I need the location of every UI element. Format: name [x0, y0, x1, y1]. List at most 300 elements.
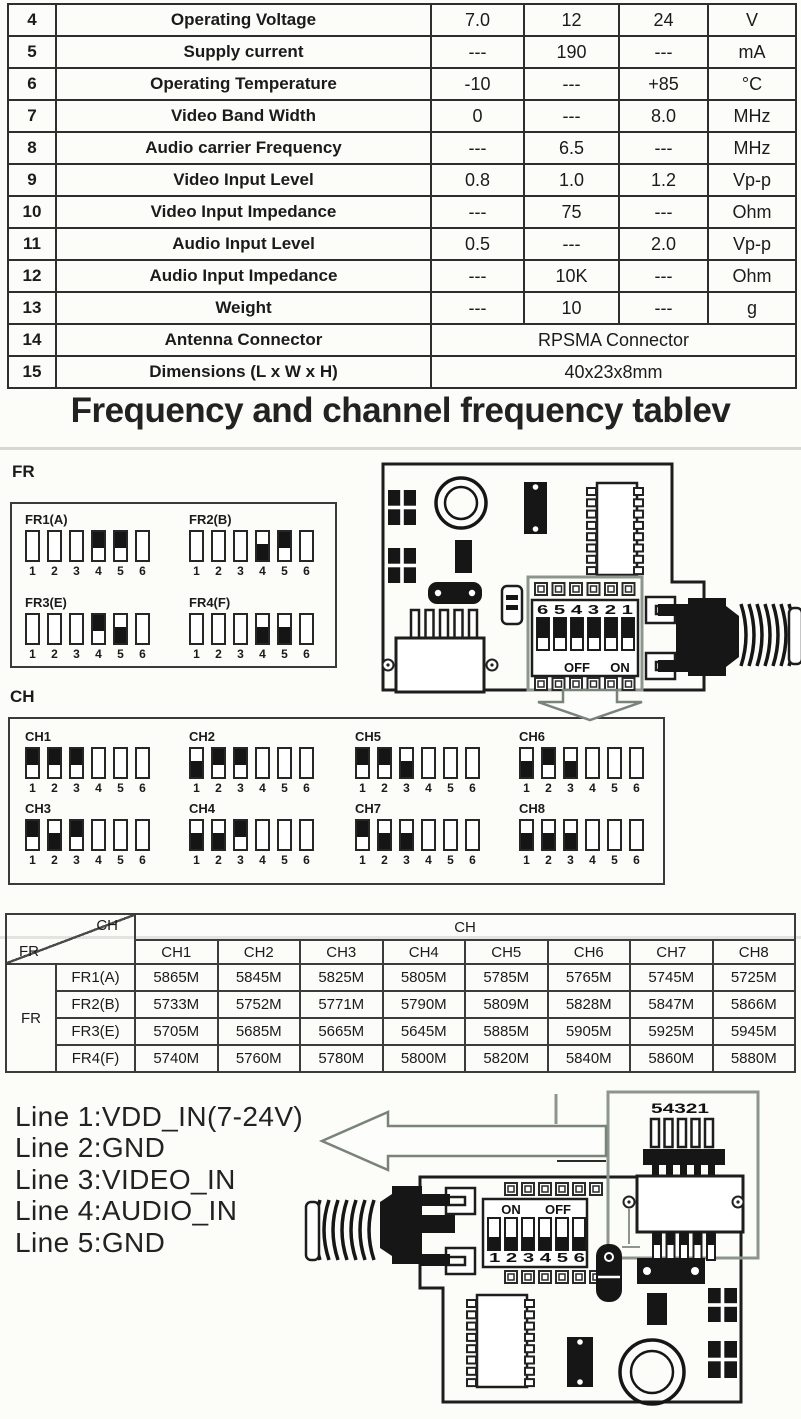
- header-bar-pin: [666, 1165, 673, 1175]
- spec-value: 7.0: [431, 4, 524, 36]
- switch-number: 5: [611, 781, 618, 795]
- connector-pin-tip: [707, 1232, 715, 1245]
- spec-parameter: Audio Input Impedance: [56, 260, 431, 292]
- connector-pin-tip: [680, 1232, 688, 1245]
- spec-value: 0: [431, 100, 524, 132]
- dip-group-label: CH3: [25, 801, 52, 816]
- switch-number: 4: [95, 564, 102, 578]
- solder-pad: [573, 1271, 585, 1283]
- smd-pair: [388, 548, 416, 583]
- ic-pin: [467, 1334, 476, 1341]
- spec-unit: MHz: [708, 100, 796, 132]
- spec-unit: Ohm: [708, 196, 796, 228]
- header-pins: [411, 610, 477, 640]
- header-pins: [651, 1119, 713, 1147]
- thread-arc: [369, 1200, 374, 1260]
- dip-group-label: CH8: [519, 801, 546, 816]
- ic-pin: [634, 533, 643, 540]
- spec-value: 8.0: [619, 100, 708, 132]
- header-pin: [651, 1119, 659, 1147]
- freq-value: 5785M: [465, 964, 548, 991]
- switch-slider: [537, 618, 549, 638]
- switch-number: 3: [237, 853, 244, 867]
- solder-pad: [553, 583, 565, 595]
- spec-value: 10K: [524, 260, 619, 292]
- switch-number: 5: [117, 853, 124, 867]
- header-pin: [469, 610, 477, 640]
- screw-dot: [627, 1200, 630, 1203]
- freq-value: 5740M: [135, 1045, 218, 1072]
- switch-number: 3: [73, 781, 80, 795]
- freq-value: 5925M: [630, 1018, 713, 1045]
- connector-pin-tip: [653, 1232, 661, 1245]
- switch-number: 6: [303, 647, 310, 661]
- ic-pin: [587, 567, 596, 574]
- switch-slider: [505, 1237, 517, 1250]
- spec-value: ---: [431, 196, 524, 228]
- screw-dot: [736, 1200, 739, 1203]
- component-hole: [691, 1267, 699, 1275]
- ic-pin: [467, 1345, 476, 1352]
- switch-slider: [622, 618, 634, 638]
- ic-pin: [587, 556, 596, 563]
- solder-pad: [570, 583, 582, 595]
- freq-value: 5705M: [135, 1018, 218, 1045]
- switch-number: 1: [29, 647, 36, 661]
- switch-number: 5: [447, 781, 454, 795]
- freq-value: 5885M: [465, 1018, 548, 1045]
- ic-pin: [587, 499, 596, 506]
- switch-slider: [556, 1237, 568, 1250]
- spec-row-number: 7: [8, 100, 56, 132]
- freq-ch-col-header: CH3: [300, 940, 383, 964]
- thread-arc: [781, 604, 786, 666]
- spec-unit: V: [708, 4, 796, 36]
- spec-row-number: 14: [8, 324, 56, 356]
- freq-value: 5800M: [383, 1045, 466, 1072]
- switch-number: 3: [403, 781, 410, 795]
- spec-parameter: Operating Voltage: [56, 4, 431, 36]
- switch-number: 3: [567, 853, 574, 867]
- spec-row-number: 10: [8, 196, 56, 228]
- switch-number: 1: [523, 781, 530, 795]
- solder-pad: [505, 1271, 517, 1283]
- spec-value: 6.5: [524, 132, 619, 164]
- connector-stub: [420, 1194, 450, 1206]
- spec-row-number: 8: [8, 132, 56, 164]
- solder-pad: [590, 1183, 602, 1195]
- solder-pad: [522, 1183, 534, 1195]
- spec-value: ---: [431, 36, 524, 68]
- thread-arc: [757, 604, 762, 666]
- spec-value: 24: [619, 4, 708, 36]
- switch-number: 2: [51, 564, 58, 578]
- ic-pin: [467, 1323, 476, 1330]
- top-coil-inner: [445, 487, 477, 519]
- header-bar-pin: [708, 1165, 715, 1175]
- stripe: [506, 595, 518, 600]
- freq-value: 5745M: [630, 964, 713, 991]
- ic-pin: [634, 567, 643, 574]
- spec-value: ---: [524, 100, 619, 132]
- thread-arc: [773, 604, 778, 666]
- freq-value: 5866M: [713, 991, 796, 1018]
- switch-slider: [605, 618, 617, 638]
- spec-merged-value: 40x23x8mm: [431, 356, 796, 388]
- spec-value: ---: [431, 260, 524, 292]
- solder-pad: [539, 1271, 551, 1283]
- switch-number: 2: [545, 853, 552, 867]
- freq-value: 5820M: [465, 1045, 548, 1072]
- switch-number: 1: [29, 781, 36, 795]
- spec-row-number: 6: [8, 68, 56, 100]
- top-coil-outer: [436, 478, 486, 528]
- spec-value: 1.0: [524, 164, 619, 196]
- switch-number: 5: [447, 853, 454, 867]
- thread-arc: [360, 1200, 365, 1260]
- switch-number: 1: [359, 781, 366, 795]
- smd-pair: [708, 1341, 737, 1378]
- switch-number: 6: [633, 781, 640, 795]
- ic-chip: [597, 483, 637, 575]
- ic-pin: [525, 1368, 534, 1375]
- switch-number: 4: [259, 853, 266, 867]
- spec-parameter: Video Input Impedance: [56, 196, 431, 228]
- spec-value: ---: [431, 132, 524, 164]
- screw-dot: [386, 663, 389, 666]
- smd-pair: [388, 490, 416, 525]
- solder-pad: [605, 583, 617, 595]
- freq-value: 5760M: [218, 1045, 301, 1072]
- ic-pin: [467, 1379, 476, 1386]
- spec-unit: g: [708, 292, 796, 324]
- spec-value: 0.8: [431, 164, 524, 196]
- switch-slider: [554, 618, 566, 638]
- switch-number: 2: [51, 853, 58, 867]
- ic-pin: [525, 1300, 534, 1307]
- rpsma-body: [392, 1186, 422, 1264]
- freq-ch-merged-header: CH: [135, 914, 795, 940]
- switch-number: 5: [281, 647, 288, 661]
- screw-dot: [490, 663, 493, 666]
- switch-number: 1: [29, 564, 36, 578]
- spec-parameter: Operating Temperature: [56, 68, 431, 100]
- ic-pin: [467, 1300, 476, 1307]
- component-hole: [577, 1379, 583, 1385]
- switch-number: 4: [95, 781, 102, 795]
- freq-fr-merged-cell: FR: [6, 964, 56, 1072]
- switch-number: 4: [425, 781, 432, 795]
- component-hole: [469, 590, 475, 596]
- freq-ch-col-header: CH4: [383, 940, 466, 964]
- freq-value: 5733M: [135, 991, 218, 1018]
- switch-number: 5: [611, 853, 618, 867]
- spec-value: 0.5: [431, 228, 524, 260]
- switch-number: 2: [215, 853, 222, 867]
- rpsma-endcap: [306, 1202, 319, 1260]
- solder-pad: [539, 1183, 551, 1195]
- pin-connector-body: [637, 1176, 743, 1232]
- rpsma-threads: [315, 1200, 374, 1260]
- spec-unit: °C: [708, 68, 796, 100]
- switch-number: 6: [139, 781, 146, 795]
- switch-number: 4: [425, 853, 432, 867]
- solder-pad: [556, 1183, 568, 1195]
- solder-pad: [522, 1271, 534, 1283]
- spec-unit: mA: [708, 36, 796, 68]
- switch-number: 3: [73, 564, 80, 578]
- solder-pad: [573, 1183, 585, 1195]
- spec-unit: Vp-p: [708, 164, 796, 196]
- switch-number: 6: [303, 564, 310, 578]
- switch-number: 4: [95, 853, 102, 867]
- spec-value: ---: [431, 292, 524, 324]
- solder-pad: [570, 678, 582, 690]
- ic-pin: [525, 1334, 534, 1341]
- ic-pin: [634, 511, 643, 518]
- switch-number: 3: [567, 781, 574, 795]
- switch-number: 3: [237, 564, 244, 578]
- ic-pin: [525, 1323, 534, 1330]
- header-bar-pin: [652, 1165, 659, 1175]
- on-label: ON: [610, 660, 630, 675]
- header-pin: [411, 610, 419, 640]
- freq-value: 5752M: [218, 991, 301, 1018]
- switch-slider: [522, 1237, 534, 1250]
- switch-number: 5: [117, 781, 124, 795]
- spec-value: 190: [524, 36, 619, 68]
- dip-group-label: FR2(B): [189, 512, 232, 527]
- solder-pad: [588, 678, 600, 690]
- freq-ch-col-header: CH6: [548, 940, 631, 964]
- fr-section-label: FR: [12, 462, 35, 481]
- freq-ch-col-header: CH1: [135, 940, 218, 964]
- ic-pin: [467, 1368, 476, 1375]
- solder-pad: [623, 678, 635, 690]
- dip-group-label: CH2: [189, 729, 216, 744]
- ic-pin: [587, 511, 596, 518]
- freq-value: 5809M: [465, 991, 548, 1018]
- switch-number: 1: [193, 564, 200, 578]
- component-hole: [643, 1267, 651, 1275]
- spec-parameter: Audio Input Level: [56, 228, 431, 260]
- spec-parameter: Video Band Width: [56, 100, 431, 132]
- thread-arc: [351, 1200, 356, 1260]
- dip-group-label: FR4(F): [189, 595, 231, 610]
- spec-value: ---: [619, 292, 708, 324]
- dip-group-label: FR3(E): [25, 595, 67, 610]
- ic-pin: [467, 1311, 476, 1318]
- on-label: ON: [501, 1202, 521, 1217]
- switch-number: 4: [259, 781, 266, 795]
- switch-number: 6: [139, 853, 146, 867]
- connector-pin-tip: [694, 1232, 702, 1245]
- switch-number: 6: [139, 564, 146, 578]
- freq-ch-col-header: CH8: [713, 940, 796, 964]
- pin-line: Line 2:GND: [15, 1132, 166, 1164]
- freq-fr-label: FR4(F): [56, 1045, 135, 1072]
- spec-parameter: Supply current: [56, 36, 431, 68]
- ic-pin: [634, 522, 643, 529]
- rpsma-endcap: [789, 608, 801, 664]
- freq-value: 5771M: [300, 991, 383, 1018]
- spec-parameter: Video Input Level: [56, 164, 431, 196]
- freq-fr-label: FR1(A): [56, 964, 135, 991]
- switch-number: 2: [51, 781, 58, 795]
- ic-pin: [525, 1311, 534, 1318]
- switch-slider: [573, 1237, 585, 1250]
- solder-pad: [556, 1271, 568, 1283]
- header-pin: [440, 610, 448, 640]
- switch-number: 1: [523, 853, 530, 867]
- smd-gap: [721, 1288, 725, 1322]
- solder-pad: [588, 583, 600, 595]
- header-pin: [426, 610, 434, 640]
- connector-arm: [420, 1215, 455, 1233]
- freq-value: 5845M: [218, 964, 301, 991]
- pin-line: Line 5:GND: [15, 1226, 166, 1258]
- spec-parameter: Weight: [56, 292, 431, 324]
- ic-pin: [634, 488, 643, 495]
- pin-line: Line 1:VDD_IN(7-24V): [15, 1101, 304, 1132]
- header-pin: [665, 1119, 673, 1147]
- spec-value: ---: [524, 68, 619, 100]
- switch-number: 2: [215, 564, 222, 578]
- switch-number: 3: [237, 647, 244, 661]
- ic-pin: [587, 533, 596, 540]
- callout-down-arrow: [538, 690, 642, 720]
- corner-fr-label: FR: [19, 943, 39, 960]
- rpsma-flange: [676, 612, 690, 662]
- component: [647, 1293, 667, 1325]
- freq-value: 5790M: [383, 991, 466, 1018]
- bottom-pcb-diagram: [306, 1092, 758, 1404]
- dip-group-label: FR1(A): [25, 512, 68, 527]
- switch-number: 6: [139, 647, 146, 661]
- ic-pin: [587, 488, 596, 495]
- spec-row-number: 13: [8, 292, 56, 324]
- header-pin: [705, 1119, 713, 1147]
- freq-value: 5645M: [383, 1018, 466, 1045]
- freq-value: 5880M: [713, 1045, 796, 1072]
- dip-group-label: CH1: [25, 729, 52, 744]
- thread-arc: [741, 604, 746, 666]
- off-label: OFF: [564, 660, 590, 675]
- dip-group-label: CH5: [355, 729, 382, 744]
- off-label: OFF: [545, 1202, 571, 1217]
- freq-value: 5905M: [548, 1018, 631, 1045]
- spec-value: 1.2: [619, 164, 708, 196]
- header-pin: [692, 1119, 700, 1147]
- switch-number: 2: [51, 647, 58, 661]
- switch-number: 1: [193, 781, 200, 795]
- freq-value: 5828M: [548, 991, 631, 1018]
- smd-gap: [400, 548, 404, 583]
- freq-value: 5847M: [630, 991, 713, 1018]
- rpsma-body: [688, 598, 726, 676]
- switch-number: 6: [633, 853, 640, 867]
- corner-ch-label: CH: [96, 917, 118, 934]
- switch-slider: [488, 1237, 500, 1250]
- dip-numbers-label: 6 5 4 3 2 1: [537, 602, 633, 617]
- ic-chip: [477, 1295, 527, 1387]
- rpsma-cone: [380, 1194, 392, 1256]
- component-hole: [435, 590, 441, 596]
- switch-number: 2: [215, 781, 222, 795]
- thread-arc: [324, 1200, 329, 1260]
- dip-group-label: CH4: [189, 801, 216, 816]
- switch-number: 1: [359, 853, 366, 867]
- freq-ch-col-header: CH5: [465, 940, 548, 964]
- switch-slider: [588, 618, 600, 638]
- dip-numbers-label: 1 2 3 4 5 6: [489, 1250, 585, 1265]
- ic-pin: [525, 1379, 534, 1386]
- switch-number: 6: [303, 781, 310, 795]
- switch-number: 3: [237, 781, 244, 795]
- ic-pin: [467, 1357, 476, 1364]
- switch-number: 6: [469, 853, 476, 867]
- thread-arc: [342, 1200, 347, 1260]
- ic-pin: [587, 522, 596, 529]
- switch-number: 1: [193, 853, 200, 867]
- smd-gap: [400, 490, 404, 525]
- spec-unit: MHz: [708, 132, 796, 164]
- stripe: [506, 605, 518, 610]
- ic-pin: [634, 545, 643, 552]
- freq-fr-label: FR2(B): [56, 991, 135, 1018]
- smd-gap: [721, 1341, 725, 1378]
- component-hole: [533, 526, 539, 532]
- solder-pad: [605, 678, 617, 690]
- ic-pin: [587, 545, 596, 552]
- switch-number: 3: [73, 853, 80, 867]
- ic-pin: [634, 499, 643, 506]
- spec-value: ---: [619, 132, 708, 164]
- spec-value: ---: [619, 260, 708, 292]
- thread-arc: [333, 1200, 338, 1260]
- dip-group-label: CH7: [355, 801, 382, 816]
- switch-number: 6: [469, 781, 476, 795]
- switch-number: 2: [545, 781, 552, 795]
- freq-ch-col-header: CH2: [218, 940, 301, 964]
- spec-value: ---: [524, 228, 619, 260]
- ch-section-label: CH: [10, 687, 35, 706]
- spec-parameter: Antenna Connector: [56, 324, 431, 356]
- header-pin: [678, 1119, 686, 1147]
- spec-value: 2.0: [619, 228, 708, 260]
- pin-line: Line 3:VIDEO_IN: [15, 1163, 236, 1195]
- solder-pad: [623, 583, 635, 595]
- bottom-coil-outer: [620, 1340, 684, 1404]
- switch-number: 5: [281, 564, 288, 578]
- header-bar-pins: [652, 1165, 715, 1175]
- freq-value: 5945M: [713, 1018, 796, 1045]
- spec-row-number: 12: [8, 260, 56, 292]
- component-hole: [533, 484, 539, 490]
- pin-line: Line 4:AUDIO_IN: [15, 1195, 238, 1227]
- rpsma-cone: [726, 606, 739, 667]
- top-pcb-diagram: [383, 464, 801, 720]
- switch-number: 3: [73, 647, 80, 661]
- spec-parameter: Dimensions (L x W x H): [56, 356, 431, 388]
- switch-number: 3: [403, 853, 410, 867]
- freq-value: 5665M: [300, 1018, 383, 1045]
- freq-value: 5865M: [135, 964, 218, 991]
- spec-value: 10: [524, 292, 619, 324]
- spec-value: -10: [431, 68, 524, 100]
- solder-pad: [505, 1183, 517, 1195]
- solder-pads: [535, 678, 635, 690]
